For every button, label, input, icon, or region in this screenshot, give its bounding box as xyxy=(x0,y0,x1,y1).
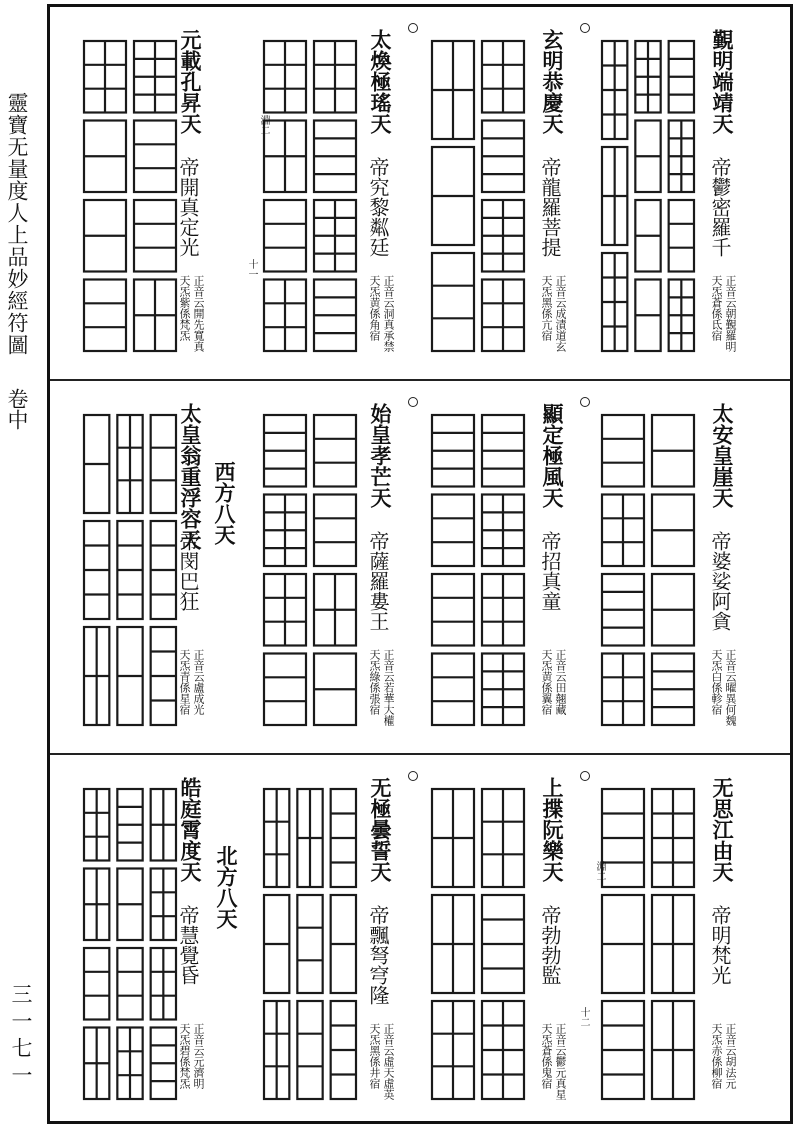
margin-mark: 淵二 xyxy=(258,115,269,135)
emperor-name: 帝閔巴狂 xyxy=(176,531,200,611)
page-frame xyxy=(47,4,793,1124)
heaven-name: 无思江由天 xyxy=(710,777,735,882)
heaven-name: 玄明恭慶天 xyxy=(540,29,565,134)
seal-script-glyph-icon xyxy=(80,785,180,1103)
band-divider-1 xyxy=(50,379,790,381)
annotation: 正音云鬱元真星 xyxy=(554,1023,567,1100)
annotation: 天炁蒼係鬼宿 xyxy=(540,1023,553,1089)
heaven-name: 皓庭霄度天 xyxy=(178,777,203,882)
seal-script-glyph-icon xyxy=(80,37,180,355)
circle-mark-icon xyxy=(580,23,590,33)
margin-mark: 十一 xyxy=(246,259,257,279)
annotation: 正音云朝覲羅明 xyxy=(724,275,737,352)
heaven-name: 上揲阮樂天 xyxy=(540,777,565,882)
seal-script-glyph-icon xyxy=(428,411,528,729)
annotation: 正音云田翹藏 xyxy=(554,649,567,715)
emperor-name: 帝明梵光 xyxy=(708,905,732,985)
annotation: 正音云成漬道玄 xyxy=(554,275,567,352)
annotation: 正音云虛天虛英 xyxy=(382,1023,395,1100)
heaven-name: 始皇孝芒天 xyxy=(368,403,393,508)
annotation: 正音云元濟明 xyxy=(192,1023,205,1089)
annotation: 正音云胡法元 xyxy=(724,1023,737,1089)
seal-script-glyph-icon xyxy=(260,411,360,729)
annotation: 正音云洞真承禁 xyxy=(382,275,395,352)
seal-script-glyph-icon xyxy=(428,37,528,355)
circle-mark-icon xyxy=(580,397,590,407)
margin-mark: 十二 xyxy=(578,1007,589,1027)
margin-folio-number: 三一七一 xyxy=(9,983,33,1091)
emperor-name: 帝婆娑阿貪 xyxy=(708,531,732,631)
margin-volume: 卷中 xyxy=(5,388,29,430)
emperor-name: 帝慧覺昏 xyxy=(176,905,200,985)
heaven-name: 太安皇崖天 xyxy=(710,403,735,508)
direction-heading: 西方八天 xyxy=(212,461,237,545)
annotation: 天炁青係星宿 xyxy=(178,649,191,715)
heaven-name: 太皇翁重浮容天 xyxy=(178,403,203,550)
annotation: 正音云曜異何魏 xyxy=(724,649,737,726)
seal-script-glyph-icon xyxy=(260,785,360,1103)
emperor-name: 帝究黎粼廷 xyxy=(366,157,390,257)
annotation: 正音云開先寬真 xyxy=(192,275,205,352)
annotation: 天炁黄係翼宿 xyxy=(540,649,553,715)
annotation: 天炁黄係角宿 xyxy=(368,275,381,341)
seal-script-glyph-icon xyxy=(598,785,698,1103)
seal-script-glyph-icon xyxy=(260,37,360,355)
seal-script-glyph-icon xyxy=(80,411,180,729)
emperor-name: 帝開真定光 xyxy=(176,157,200,257)
annotation: 天炁碧係梵炁 xyxy=(178,1023,191,1089)
direction-heading: 北方八天 xyxy=(214,845,239,929)
annotation: 天炁赤係柳宿 xyxy=(710,1023,723,1089)
heaven-name: 无極曇誓天 xyxy=(368,777,393,882)
emperor-name: 帝龍羅菩提 xyxy=(538,157,562,257)
circle-mark-icon xyxy=(408,771,418,781)
annotation: 天炁白係軫宿 xyxy=(710,649,723,715)
heaven-name: 太煥極瑤天 xyxy=(368,29,393,134)
heaven-name: 元載孔昇天 xyxy=(178,29,203,134)
emperor-name: 帝招真童 xyxy=(538,531,562,611)
annotation: 天炁綠係張宿 xyxy=(368,649,381,715)
margin-mark: 淵二 xyxy=(594,861,605,881)
circle-mark-icon xyxy=(580,771,590,781)
seal-script-glyph-icon xyxy=(598,411,698,729)
annotation: 正音云若華大權 xyxy=(382,649,395,726)
seal-script-glyph-icon xyxy=(428,785,528,1103)
margin-book-title: 靈寶无量度人上品妙經符圖 xyxy=(5,92,29,356)
annotation: 天炁黑係井宿 xyxy=(368,1023,381,1089)
heaven-name: 覲明端靖天 xyxy=(710,29,735,134)
band-divider-2 xyxy=(50,753,790,755)
annotation: 正音云盧成光 xyxy=(192,649,205,715)
seal-script-glyph-icon xyxy=(598,37,698,355)
emperor-name: 帝鬱密羅千 xyxy=(708,157,732,257)
circle-mark-icon xyxy=(408,397,418,407)
annotation: 天炁蒼係氐宿 xyxy=(710,275,723,341)
emperor-name: 帝勃勃監 xyxy=(538,905,562,985)
circle-mark-icon xyxy=(408,23,418,33)
annotation: 天炁紫係梵炁 xyxy=(178,275,191,341)
annotation: 天炁黑係亢宿 xyxy=(540,275,553,341)
emperor-name: 帝薩羅婁王 xyxy=(366,531,390,631)
heaven-name: 顯定極風天 xyxy=(540,403,565,508)
emperor-name: 帝飄弩穹隆 xyxy=(366,905,390,1005)
